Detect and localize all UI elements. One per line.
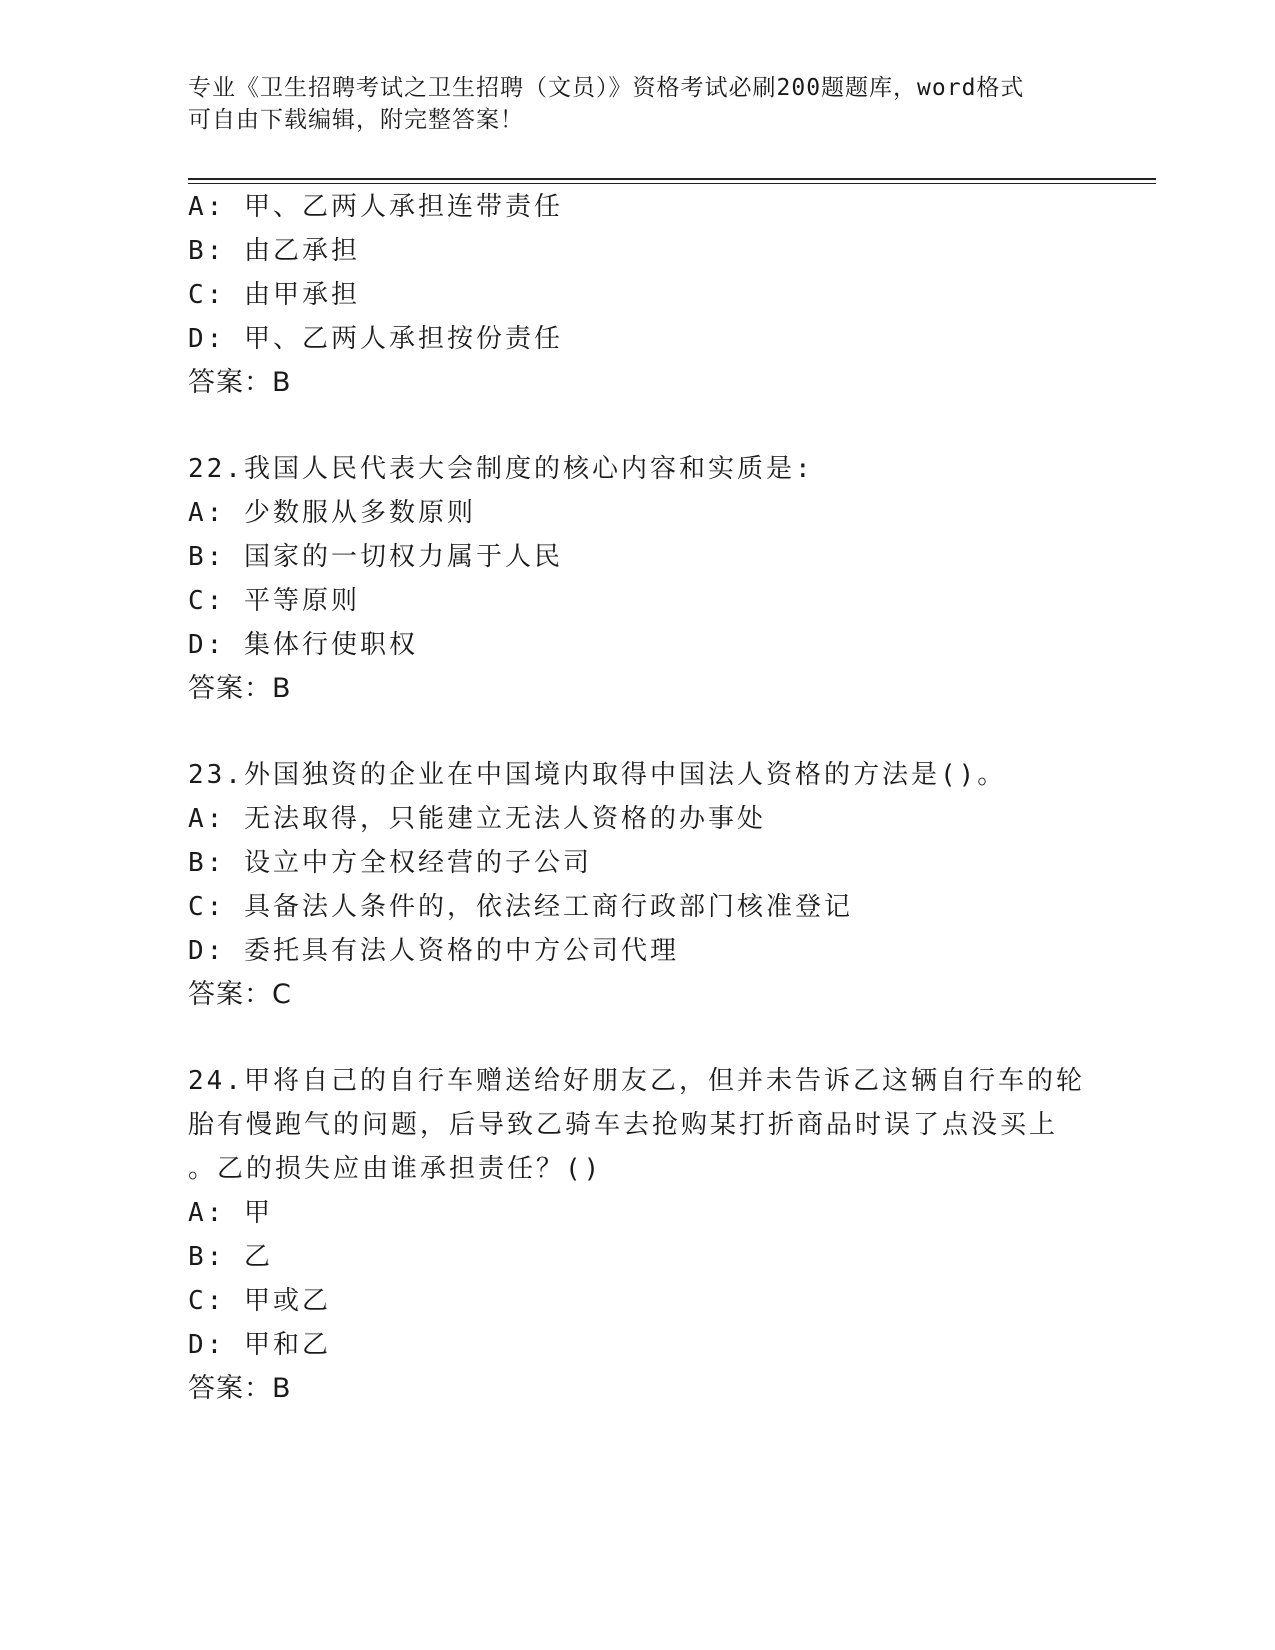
q24-option-c: C: 甲或乙: [188, 1286, 331, 1316]
q22-option-d: D: 集体行使职权: [188, 630, 418, 660]
q23-option-a: A: 无法取得，只能建立无法人资格的办事处: [188, 804, 766, 834]
q23-option-c: C: 具备法人条件的，依法经工商行政部门核准登记: [188, 892, 853, 922]
q22-option-c: C: 平等原则: [188, 586, 360, 616]
header-line-2: 可自由下载编辑，附完整答案！: [188, 107, 524, 133]
q24-answer: 答案：B: [188, 1373, 292, 1404]
q22-option-a: A: 少数服从多数原则: [188, 498, 476, 528]
header-line-1: 专业《卫生招聘考试之卫生招聘（文员）》资格考试必刷200题题库，word格式: [188, 75, 1025, 101]
q22-answer: 答案：B: [188, 673, 292, 704]
q24-option-d: D: 甲和乙: [188, 1330, 331, 1360]
q22-stem: 22.我国人民代表大会制度的核心内容和实质是:: [188, 454, 814, 484]
q21-option-c: C: 由甲承担: [188, 280, 360, 310]
q23-stem: 23.外国独资的企业在中国境内取得中国法人资格的方法是()。: [188, 760, 1007, 790]
header-divider-thin: [188, 183, 1156, 184]
q23-option-d: D: 委托具有法人资格的中方公司代理: [188, 936, 679, 966]
q24-stem-line-2: 胎有慢跑气的问题，后导致乙骑车去抢购某打折商品时误了点没买上: [188, 1110, 1059, 1140]
q21-option-b: B: 由乙承担: [188, 236, 360, 266]
q21-option-d: D: 甲、乙两人承担按份责任: [188, 324, 563, 354]
q23-option-b: B: 设立中方全权经营的子公司: [188, 848, 592, 878]
q24-option-a: A: 甲: [188, 1198, 273, 1228]
document-header: [188, 72, 1088, 136]
q21-answer: 答案：B: [188, 367, 292, 398]
header-divider-thick: [188, 178, 1156, 180]
q22-option-b: B: 国家的一切权力属于人民: [188, 542, 563, 572]
q21-option-a: A: 甲、乙两人承担连带责任: [188, 192, 563, 222]
q24-stem-line-3: 。乙的损失应由谁承担责任？(): [188, 1154, 603, 1184]
q24-stem-line-1: 24.甲将自己的自行车赠送给好朋友乙，但并未告诉乙这辆自行车的轮: [188, 1066, 1085, 1096]
q23-answer: 答案：C: [188, 979, 292, 1010]
q24-option-b: B: 乙: [188, 1242, 273, 1272]
